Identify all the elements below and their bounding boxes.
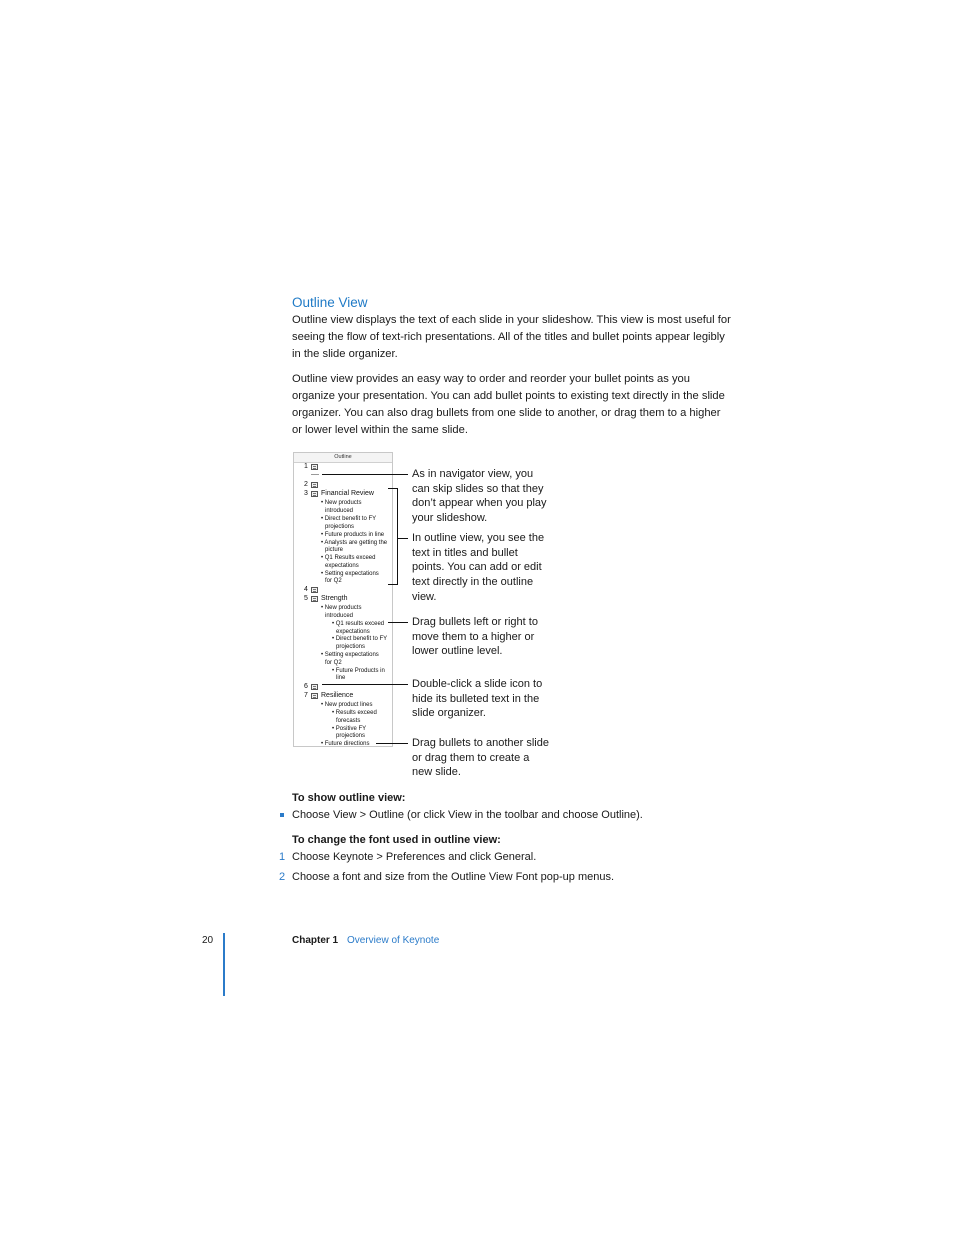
bullet-item[interactable]: • Future Products in xyxy=(332,668,385,674)
outline-panel xyxy=(293,452,393,747)
callout-leader xyxy=(322,684,408,685)
bullet-item[interactable]: expectations xyxy=(325,563,359,569)
slide-title[interactable]: Strength xyxy=(321,595,348,602)
step-number: 2 xyxy=(279,871,286,883)
bullet-item[interactable]: • Setting expectations xyxy=(321,652,379,658)
bullet-item[interactable]: projections xyxy=(336,644,366,650)
task-step: Choose Keynote > Preferences and click General. xyxy=(292,851,537,863)
bracket-vertical xyxy=(397,488,398,585)
slide-number: 5 xyxy=(304,595,308,602)
step-number: 1 xyxy=(279,851,286,863)
second-paragraph: Outline view provides an easy way to order and reorder your bullet points as you organize your presentation. You can add bullet points to existing text directly in the slide organizer. You can also drag bullets from one slide to another, or drag them to a higher or lower level within the same slide. xyxy=(292,373,725,436)
bullet-item[interactable]: • Q1 results exceed xyxy=(332,621,385,627)
bullet-item[interactable]: projections xyxy=(325,524,355,530)
chapter-title-link[interactable]: Overview of Keynote xyxy=(347,935,440,946)
callout-leader xyxy=(376,743,408,744)
callout-leader xyxy=(388,622,408,623)
slide-number: 1 xyxy=(304,463,308,470)
bullet-item[interactable]: picture xyxy=(325,547,344,553)
slide-icon[interactable] xyxy=(311,684,318,690)
task-step: Choose a font and size from the Outline View Font pop-up menus. xyxy=(292,871,615,883)
callout-leader xyxy=(322,474,408,475)
slide-number: 3 xyxy=(304,490,308,497)
bullet-item[interactable]: • Future products in line xyxy=(321,532,385,538)
intro-paragraph: Outline view displays the text of each slide in your slideshow. This view is most useful for seeing the flow of text-rich presentations. All of the titles and bullet points appear legibly in the slide organizer. xyxy=(292,314,731,360)
bullet-item[interactable]: introduced xyxy=(325,508,354,514)
page-number: 20 xyxy=(202,935,214,946)
bullet-item[interactable]: • Analysts are getting the xyxy=(321,540,388,546)
callout-double-click: Double-click a slide icon to hide its bulleted text in the slide organizer. xyxy=(412,678,543,720)
bullet-item[interactable]: • Future directions xyxy=(321,741,370,747)
callout-leader xyxy=(397,538,408,539)
callout-edit-text: In outline view, you see the text in titles and bullet points. You can add or edit text directly in the outline view. xyxy=(412,532,545,603)
bullet-item[interactable]: • Setting expectations xyxy=(321,571,379,577)
slide-number: 6 xyxy=(304,683,308,690)
bullet-item[interactable]: • Direct benefit to FY xyxy=(321,516,377,522)
slide-icon[interactable] xyxy=(311,464,318,470)
chapter-label: Chapter 1 xyxy=(292,935,339,946)
bullet-item[interactable]: forecasts xyxy=(336,718,361,724)
slide-number: 7 xyxy=(304,692,308,699)
bullet-item[interactable]: • New products xyxy=(321,605,362,611)
bullet-square-icon xyxy=(280,813,284,817)
section-heading: Outline View xyxy=(292,295,368,310)
bullet-item[interactable]: line xyxy=(336,675,346,681)
task-heading: To change the font used in outline view: xyxy=(292,834,501,846)
slide-title[interactable]: Financial Review xyxy=(321,490,374,497)
slide-icon[interactable] xyxy=(311,482,318,488)
bracket-bottom xyxy=(388,584,398,585)
bullet-item[interactable]: introduced xyxy=(325,613,354,619)
task-heading: To show outline view: xyxy=(292,792,406,804)
slide-number: 2 xyxy=(304,481,308,488)
bullet-item[interactable]: • Positive FY xyxy=(332,726,367,732)
slide-title[interactable]: Resilience xyxy=(321,692,354,699)
bullet-item[interactable]: expectations xyxy=(336,629,370,635)
slide-icon[interactable] xyxy=(311,693,318,699)
slide-icon[interactable] xyxy=(311,587,318,593)
callout-drag-new-slide: Drag bullets to another slide or drag them to create a new slide. xyxy=(412,737,549,779)
bullet-item[interactable]: • Q1 Results exceed xyxy=(321,555,376,561)
slide-icon[interactable] xyxy=(311,596,318,602)
footer-rule xyxy=(223,933,225,996)
bullet-item[interactable]: projections xyxy=(336,733,366,739)
bullet-item[interactable]: • Results exceed xyxy=(332,710,377,716)
divider xyxy=(311,474,319,475)
slide-number: 4 xyxy=(304,586,308,593)
task-step: Choose View > Outline (or click View in the toolbar and choose Outline). xyxy=(292,809,643,821)
bullet-item[interactable]: • Direct benefit to FY xyxy=(332,636,388,642)
outline-header: Outline xyxy=(294,453,392,463)
bullet-item[interactable]: for Q2 xyxy=(325,660,342,666)
callout-skip-slides: As in navigator view, you can skip slides so that they don’t appear when you play your slideshow. xyxy=(412,468,547,525)
bullet-item[interactable]: for Q2 xyxy=(325,578,342,584)
bullet-item[interactable]: • New product lines xyxy=(321,702,373,708)
bullet-item[interactable]: • New products xyxy=(321,500,362,506)
callout-drag-levels: Drag bullets left or right to move them to a higher or lower outline level. xyxy=(412,616,538,658)
slide-icon[interactable] xyxy=(311,491,318,497)
